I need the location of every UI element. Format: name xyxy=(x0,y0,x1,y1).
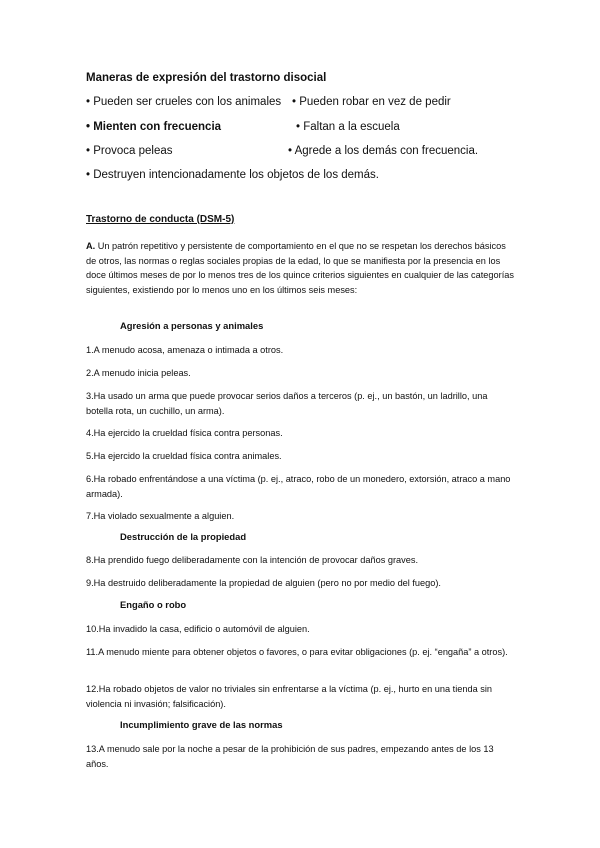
section-title: Trastorno de conducta (DSM-5) xyxy=(86,214,235,225)
bullet-row xyxy=(86,145,526,161)
criterion-item: 6.Ha robado enfrentándose a una víctima (p. ej., atraco, robo de un monedero, extorsión, atraco a mano armada). xyxy=(86,474,511,499)
bullet-item: • Destruyen intencionadamente los objetos de los demás. xyxy=(86,169,379,181)
criteria-text: Un patrón repetitivo y persistente de comportamiento en el que no se respetan los derechos básicos de otros, las normas o reglas sociales propias de la edad, lo que se manifiesta por la presencia en los doce últimos meses de por lo menos tres de los quince criterios siguientes en cualquier de las categorías siguientes, existiendo por lo menos uno en los últimos seis meses: xyxy=(86,241,514,295)
criterion-item: 12.Ha robado objetos de valor no triviales sin enfrentarse a la víctima (p. ej., hurto en una tienda sin violencia ni invasión; falsificación). xyxy=(86,684,493,709)
bullet-row xyxy=(86,169,526,185)
criterion-item: 4.Ha ejercido la crueldad física contra personas. xyxy=(86,428,283,438)
bullet-row xyxy=(86,96,526,112)
criterion-item: 1.A menudo acosa, amenaza o intimada a otros. xyxy=(86,345,284,355)
criterion-item: 5.Ha ejercido la crueldad física contra animales. xyxy=(86,451,282,461)
criterion-item: 2.A menudo inicia peleas. xyxy=(86,368,191,378)
criterion-item: 3.Ha usado un arma que puede provocar serios daños a terceros (p. ej., un bastón, un ladrillo, una botella rota, un cuchillo, un arma). xyxy=(86,391,488,416)
bullet-item: • Pueden ser crueles con los animales xyxy=(86,96,282,108)
bullet-item: • Agrede a los demás con frecuencia. xyxy=(288,145,479,157)
criteria-paragraph xyxy=(86,239,516,297)
bullet-item: • Mienten con frecuencia xyxy=(86,121,222,133)
subheading-destruction: Destrucción de la propiedad xyxy=(120,531,247,542)
criterion-item: 10.Ha invadido la casa, edificio o automóvil de alguien. xyxy=(86,624,310,634)
criterion-item: 7.Ha violado sexualmente a alguien. xyxy=(86,511,235,521)
subheading-aggression: Agresión a personas y animales xyxy=(120,320,264,331)
bullet-item: • Faltan a la escuela xyxy=(296,121,400,133)
criterion-item: 11.A menudo miente para obtener objetos o favores, o para evitar obligaciones (p. ej. “engaña” a otros). xyxy=(86,647,508,657)
page-heading: Maneras de expresión del trastorno disocial xyxy=(86,72,327,84)
subheading-rule-violation: Incumplimiento grave de las normas xyxy=(120,719,283,730)
bullet-row xyxy=(86,121,526,137)
subheading-deceit: Engaño o robo xyxy=(120,599,187,610)
criteria-lead: A. xyxy=(86,241,96,251)
criterion-item: 13.A menudo sale por la noche a pesar de la prohibición de sus padres, empezando antes de los 13 años. xyxy=(86,744,494,769)
bullet-item: • Pueden robar en vez de pedir xyxy=(292,96,451,108)
criterion-item: 8.Ha prendido fuego deliberadamente con la intención de provocar daños graves. xyxy=(86,555,418,565)
bullet-item: • Provoca peleas xyxy=(86,145,173,157)
criterion-item: 9.Ha destruido deliberadamente la propiedad de alguien (pero no por medio del fuego). xyxy=(86,578,441,588)
